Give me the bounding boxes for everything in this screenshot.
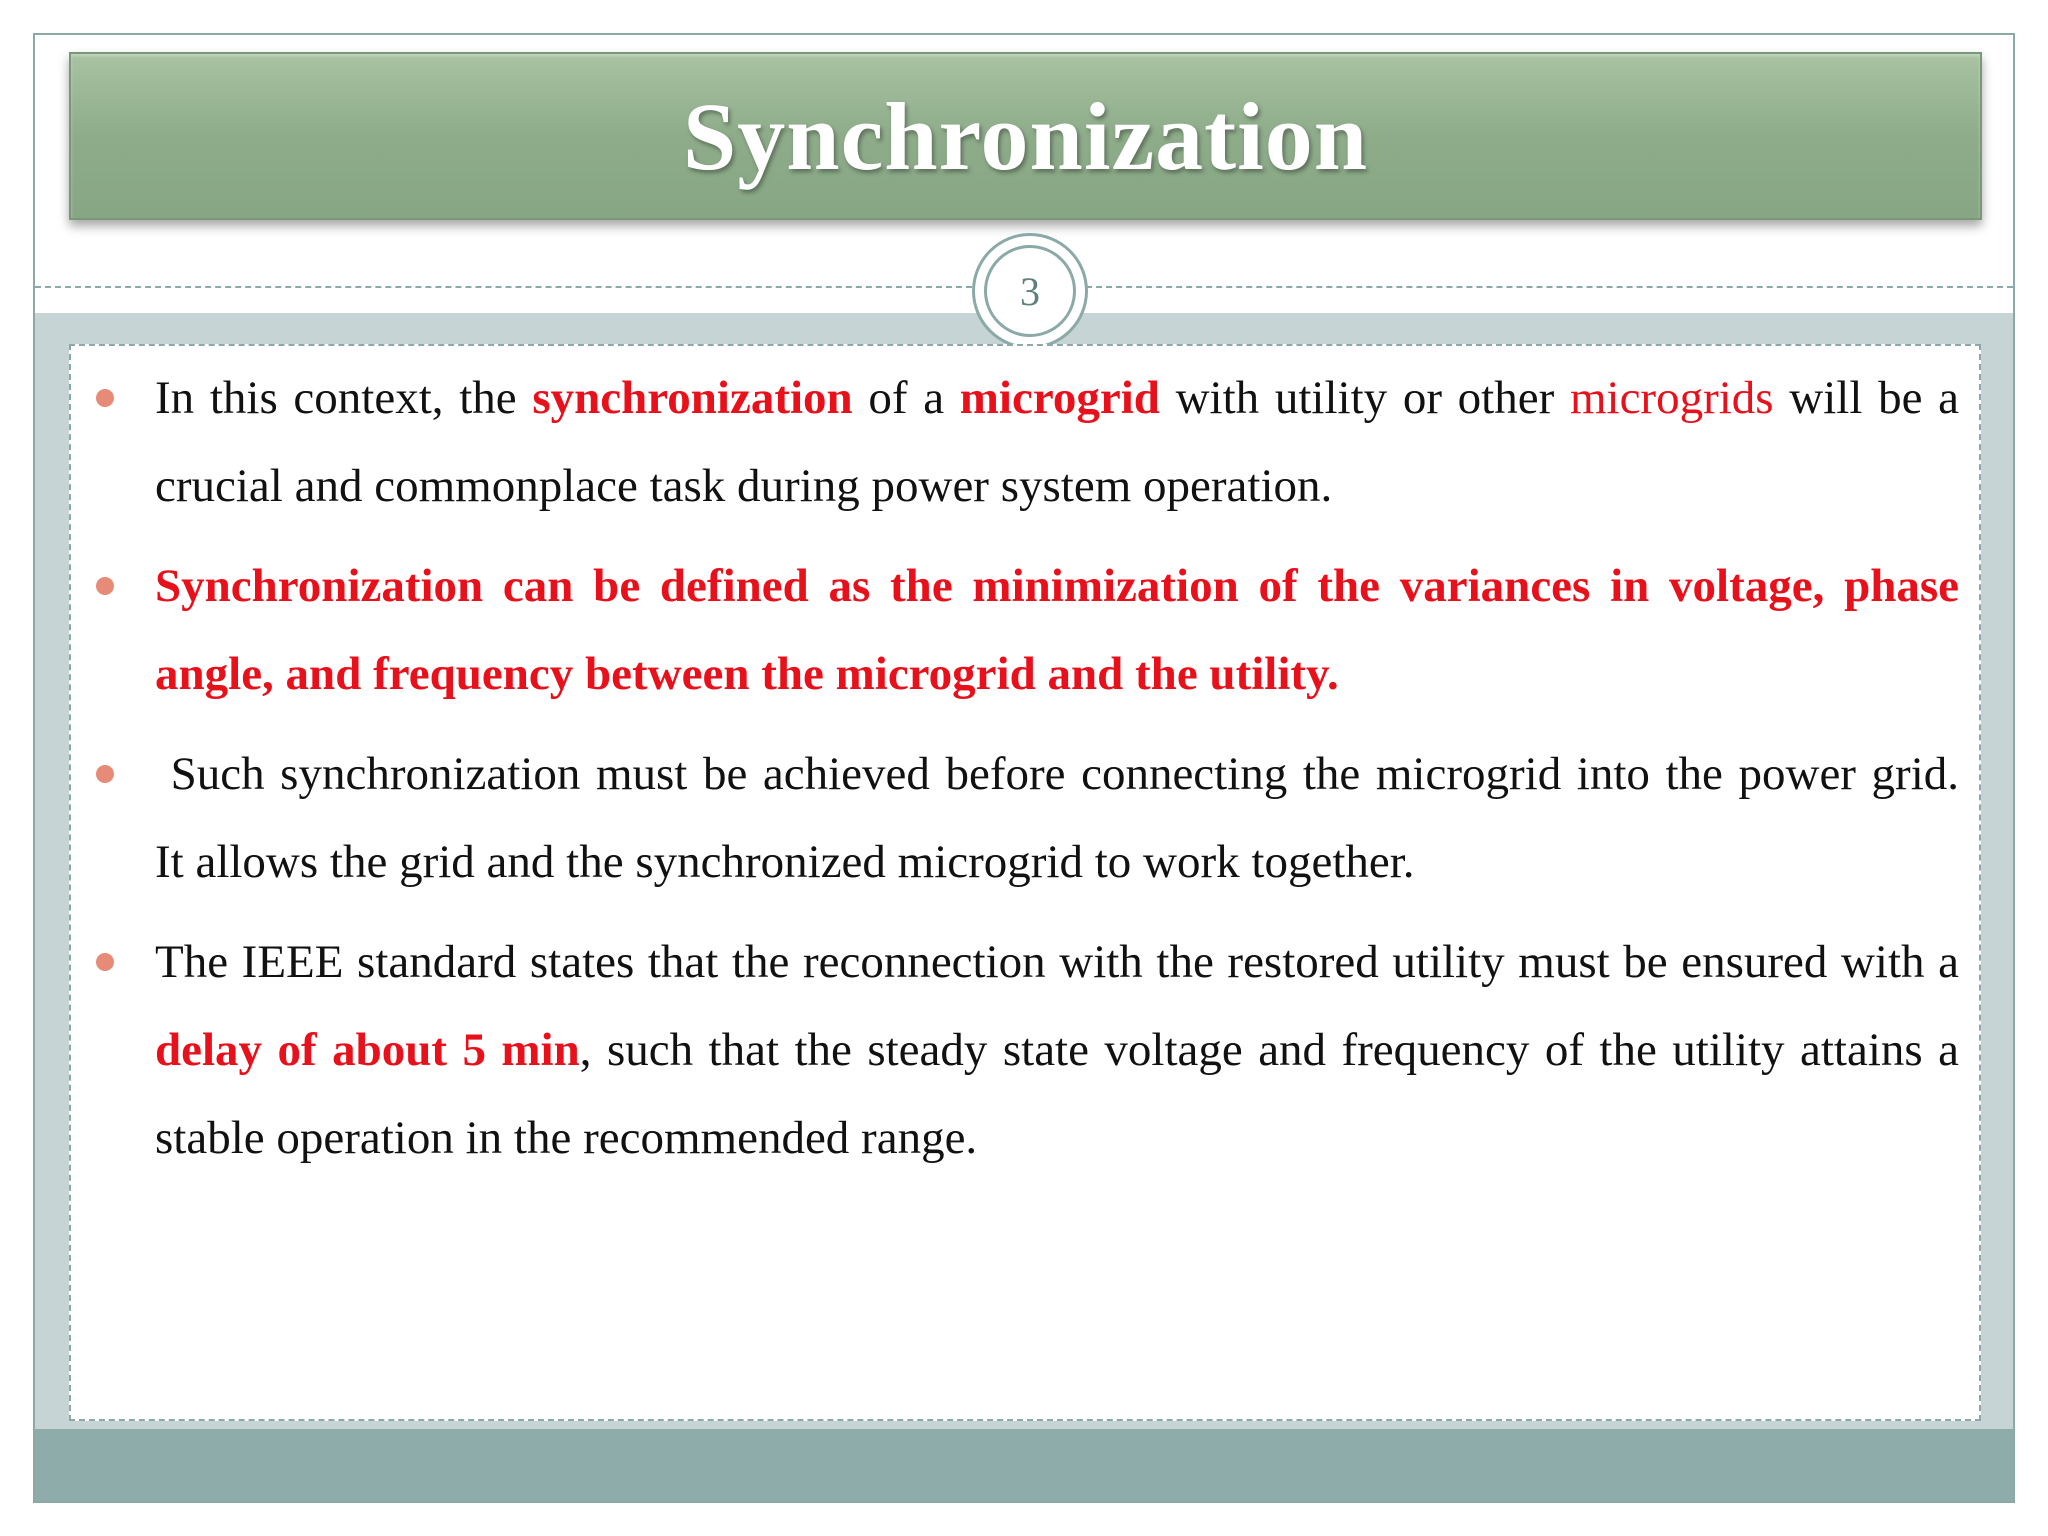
highlight-delay: delay of about 5 min (155, 1024, 580, 1076)
bullet-text: The IEEE standard states that the reconnection with the restored utility must be ensured with a (155, 936, 1959, 988)
bullet-list (71, 354, 1983, 1194)
bullet-icon (96, 389, 114, 407)
definition-text: Synchronization can be defined as the minimization of the variances in voltage, phase angle, and frequency between the microgrid and the utility. (155, 560, 1959, 700)
highlight-microgrid: microgrid (959, 372, 1160, 424)
bullet-text: of a (852, 372, 960, 424)
highlight-synchronization: synchronization (532, 372, 853, 424)
bullet-icon (96, 953, 114, 971)
bullet-text: will be a crucial and commonplace task during power system operation. (155, 372, 1960, 512)
bullet-text: with utility or other (1159, 372, 1570, 424)
slide (33, 33, 2015, 1503)
content-box (69, 344, 1981, 1421)
page-number: 3 (1020, 268, 1040, 314)
bullet-item-ieee-standard (71, 918, 1979, 1182)
bullet-text: , such that the steady state voltage and frequency of the utility attains a stable operation in the recommended range. (155, 1024, 1959, 1164)
bullet-item-requirement (71, 730, 1983, 906)
bullet-item-context (71, 354, 1979, 530)
bullet-item-definition (71, 542, 1979, 718)
title-bar (69, 52, 1982, 220)
slide-title: Synchronization (682, 82, 1369, 190)
highlight-microgrids: microgrids (1569, 372, 1774, 424)
slide-footer-band (35, 1429, 2013, 1501)
page-number-ring (984, 245, 1076, 337)
bullet-icon (96, 765, 114, 783)
bullet-text: Such synchronization must be achieved before connecting the microgrid into the power grid. It allows the grid and the synchronized microgrid to work together. (155, 748, 1983, 888)
bullet-text: In this context, the (155, 372, 533, 424)
bullet-icon (96, 577, 114, 595)
page-number-badge (972, 233, 1088, 349)
